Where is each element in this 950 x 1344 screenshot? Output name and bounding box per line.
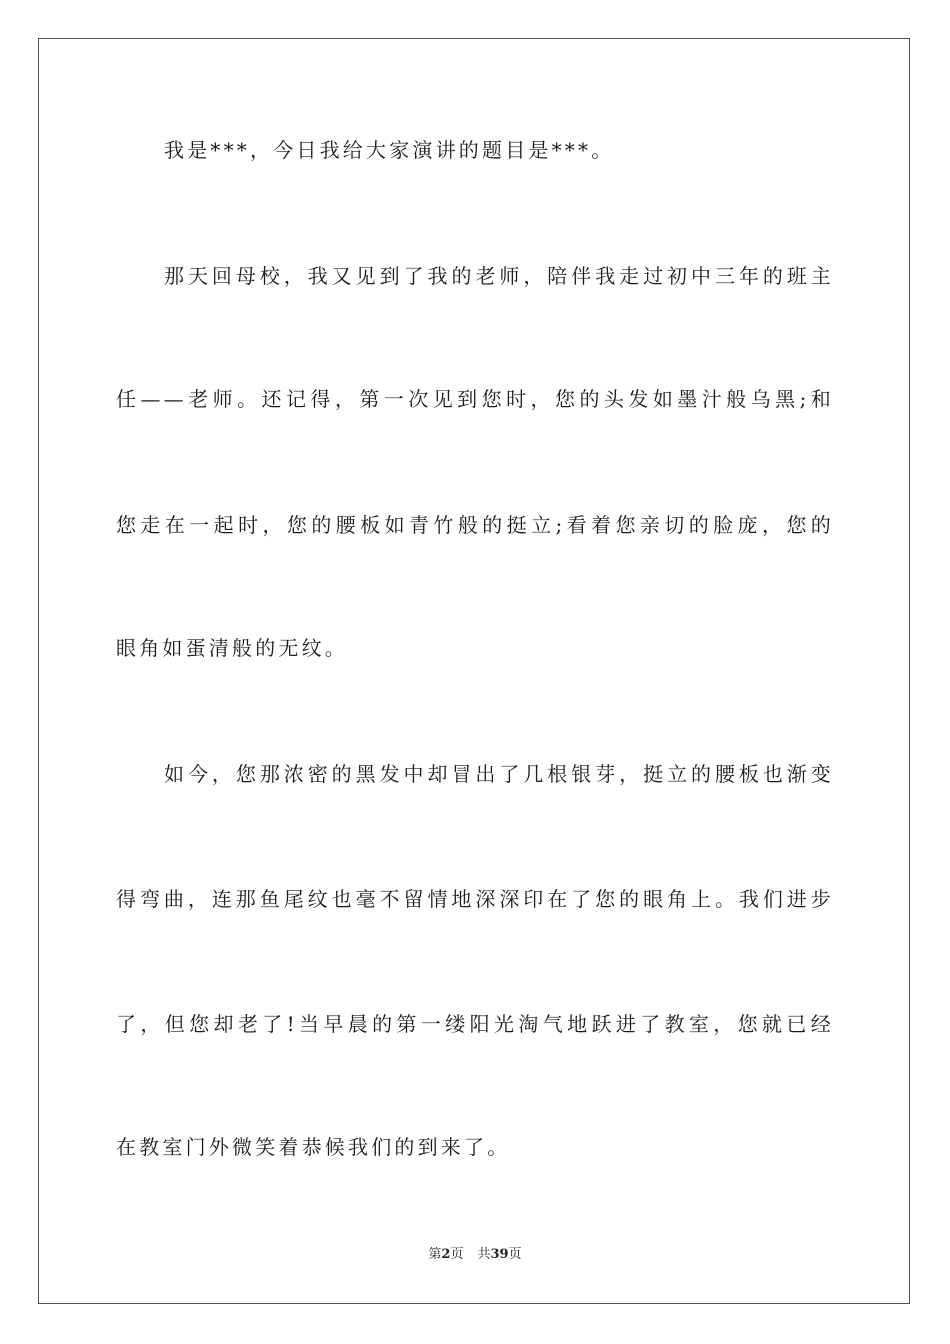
paragraph-line: 我是***，今日我给大家演讲的题目是***。 (164, 138, 615, 162)
paragraph-line: 任——老师。还记得，第一次见到您时，您的头发如墨汁般乌黑;和 (116, 387, 834, 411)
total-suffix: 页 (508, 1247, 522, 1262)
page-prefix: 第 (428, 1247, 442, 1262)
paragraph-line: 了，但您却老了!当早晨的第一缕阳光淘气地跃进了教室，您就已经 (116, 1012, 834, 1036)
page-border (38, 38, 910, 1304)
total-pages: 39 (490, 1247, 509, 1262)
paragraph-line: 那天回母校，我又见到了我的老师，陪伴我走过初中三年的班主 (164, 264, 834, 288)
page-suffix: 页 (450, 1247, 464, 1262)
total-prefix: 共 (477, 1247, 491, 1262)
paragraph-line: 如今，您那浓密的黑发中却冒出了几根银芽，挺立的腰板也渐变 (164, 762, 834, 786)
page-footer (0, 1246, 950, 1264)
paragraph-line: 眼角如蛋清般的无纹。 (116, 636, 348, 660)
paragraph-line: 得弯曲，连那鱼尾纹也毫不留情地深深印在了您的眼角上。我们进步 (116, 887, 834, 911)
paragraph-line: 在教室门外微笑着恭候我们的到来了。 (116, 1135, 511, 1159)
paragraph-line: 您走在一起时，您的腰板如青竹般的挺立;看着您亲切的脸庞，您的 (116, 513, 834, 537)
page-number: 2 (441, 1247, 451, 1262)
